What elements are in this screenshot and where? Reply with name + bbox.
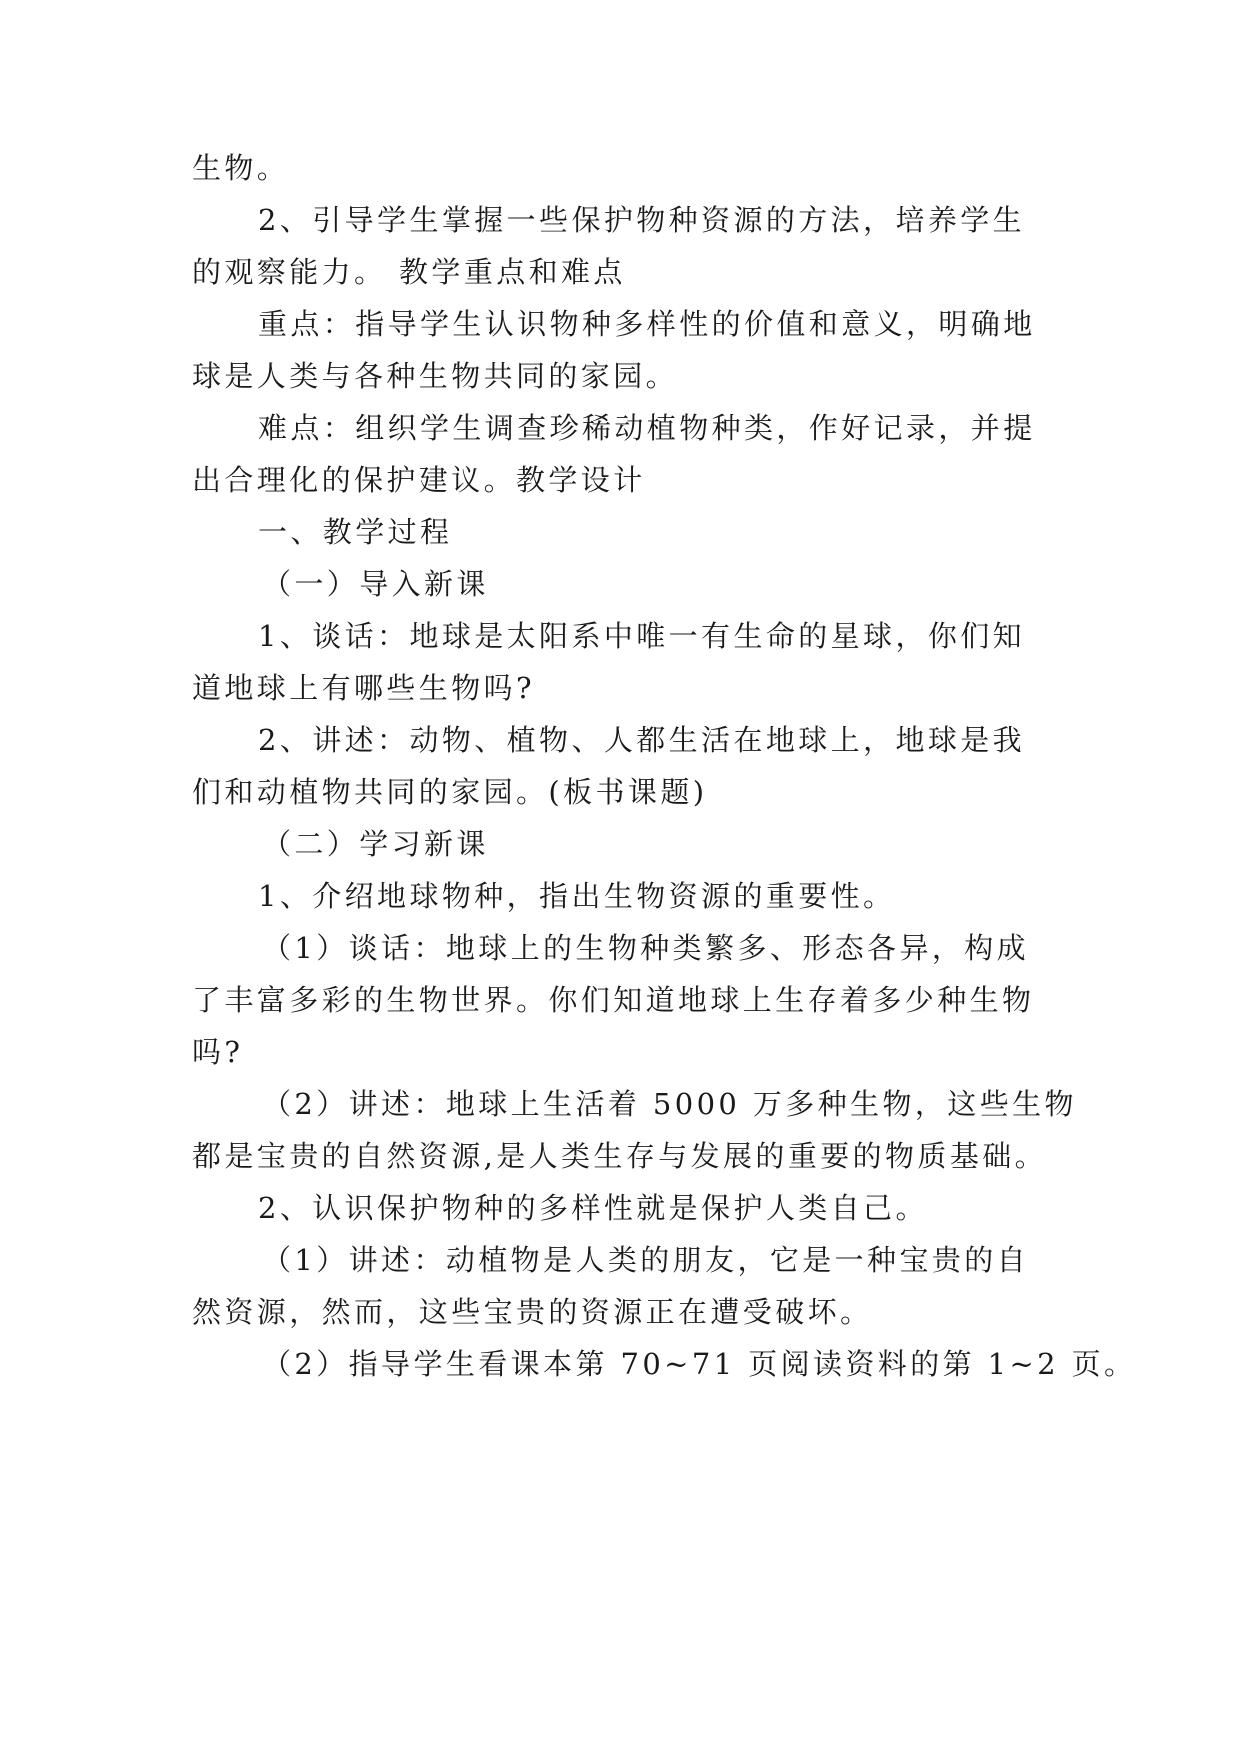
- text-line: 难点：组织学生调查珍稀动植物种类，作好记录，并提: [258, 411, 1036, 445]
- text-line: 重点：指导学生认识物种多样性的价值和意义，明确地: [258, 307, 1036, 341]
- text-line: 生物。: [192, 151, 290, 185]
- text-line: 2、认识保护物种的多样性就是保护人类自己。: [258, 1191, 928, 1225]
- text-line: 都是宝贵的自然资源,是人类生存与发展的重要的物质基础。: [192, 1139, 1048, 1173]
- text-line: 球是人类与各种生物共同的家园。: [192, 359, 679, 393]
- text-line: 道地球上有哪些生物吗?: [192, 671, 535, 705]
- text-line: （1）谈话：地球上的生物种类繁多、形态各异，构成: [262, 931, 1030, 965]
- text-line: 然资源，然而，这些宝贵的资源正在遭受破坏。: [192, 1295, 873, 1329]
- text-line: 1、介绍地球物种，指出生物资源的重要性。: [258, 879, 896, 913]
- text-line: （1）讲述：动植物是人类的朋友，它是一种宝贵的自: [262, 1243, 1030, 1277]
- text-line: 吗?: [192, 1035, 244, 1069]
- text-line: 出合理化的保护建议。教学设计: [192, 463, 646, 497]
- section-heading: 一、教学过程: [258, 515, 453, 549]
- text-line: 们和动植物共同的家园。(板书课题): [192, 775, 708, 809]
- text-line: （2）指导学生看课本第 70~71 页阅读资料的第 1~2 页。: [262, 1347, 1137, 1381]
- text-line: 1、谈话：地球是太阳系中唯一有生命的星球，你们知: [258, 619, 1026, 653]
- text-line: 了丰富多彩的生物世界。你们知道地球上生存着多少种生物: [192, 983, 1035, 1017]
- subsection-heading: （二）学习新课: [262, 827, 489, 861]
- subsection-heading: （一）导入新课: [262, 567, 489, 601]
- text-line: （2）讲述：地球上生活着 5000 万多种生物，这些生物: [262, 1087, 1077, 1121]
- text-line: 2、引导学生掌握一些保护物种资源的方法，培养学生: [258, 203, 1026, 237]
- text-line: 2、讲述：动物、植物、人都生活在地球上，地球是我: [258, 723, 1026, 757]
- text-line: 的观察能力。 教学重点和难点: [192, 255, 626, 289]
